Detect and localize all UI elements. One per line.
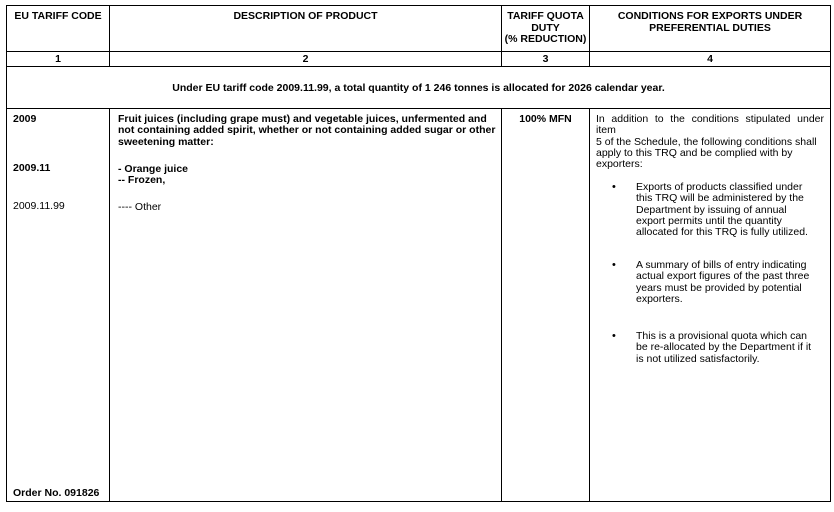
column-number: 1: [7, 52, 110, 67]
subheading-code: 2009.11: [13, 162, 51, 174]
description-frozen: -- Frozen,: [118, 174, 166, 186]
bullet-icon: •: [612, 259, 616, 271]
header-description: DESCRIPTION OF PRODUCT: [110, 6, 502, 52]
item-code: 2009.11.99: [13, 200, 65, 212]
duty-cell: [502, 109, 590, 502]
header-row: [7, 6, 831, 52]
conditions-cell: [590, 109, 831, 502]
description-cell: [110, 109, 502, 502]
condition-export-permits: Exports of products classified under this TRQ will be administered by the Department by issuing of annual export permits until the quantity allocated for this TRQ is fully utilized.: [636, 181, 808, 239]
column-number: 2: [110, 52, 502, 67]
allocation-note-row: [7, 67, 831, 109]
condition-provisional-quota: This is a provisional quota which can be re-allocated by the Department if it is not utilized satisfactorily.: [636, 330, 812, 365]
conditions-intro: In addition to the conditions stipulated under item 5 of the Schedule, the following conditions shall apply to this TRQ and be complied with by exporters:: [596, 113, 824, 171]
condition-bills-of-entry: A summary of bills of entry indicating actual export figures of the past three years must be provided by potential exporters.: [636, 259, 810, 305]
bullet-icon: •: [612, 181, 616, 193]
tariff-table: [6, 5, 831, 502]
column-number: 3: [502, 52, 590, 67]
description-heading: Fruit juices (including grape must) and vegetable juices, unfermented and not containing added spirit, whether or not containing added sugar or other sweetening matter:: [118, 113, 496, 148]
tariff-code-cell: [7, 109, 110, 502]
bullet-icon: •: [612, 330, 616, 342]
duty-value: 100% MFN: [519, 113, 572, 125]
description-other: ---- Other: [118, 201, 162, 213]
order-number: Order No. 091826: [13, 487, 100, 499]
heading-code: 2009: [13, 113, 37, 125]
column-number-row: [7, 52, 831, 67]
header-conditions: CONDITIONS FOR EXPORTS UNDER PREFERENTIAL DUTIES: [590, 6, 831, 52]
header-tariff-quota-duty: TARIFF QUOTA DUTY (% REDUCTION): [502, 6, 590, 52]
column-number: 4: [590, 52, 831, 67]
allocation-note: Under EU tariff code 2009.11.99, a total quantity of 1 246 tonnes is allocated for 2026 calendar year.: [7, 67, 831, 109]
header-eu-tariff-code: EU TARIFF CODE: [7, 6, 110, 52]
description-orange-juice: - Orange juice: [118, 163, 189, 175]
tariff-entry-row: [7, 109, 831, 502]
